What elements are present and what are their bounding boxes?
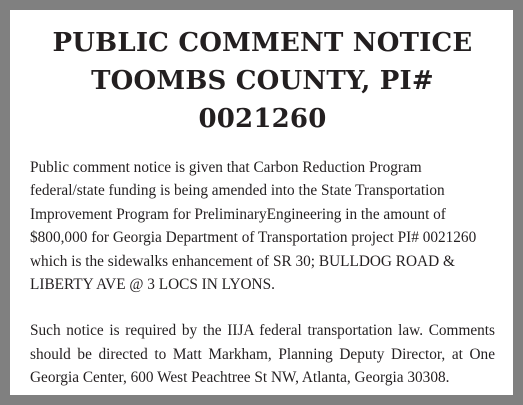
- notice-paragraph-contact: Such notice is required by the IIJA federal transportation law. Comments should be directed to Matt Markham, Planning Deputy Director, at One Georgia Center, 600 West Peachtree St NW, Atlanta, Georgia 30308.: [30, 322, 495, 387]
- notice-title-line-1: PUBLIC COMMENT NOTICE: [52, 28, 473, 58]
- notice-title-line-2: TOOMBS COUNTY, PI# 0021260: [91, 66, 434, 134]
- notice-paragraph-funding: Public comment notice is given that Carbon Reduction Program federal/state funding is being amended into the State Transportation Improvement Program for PreliminaryEngineering in the amount of $800,000 for Georgia Department of Transportation project PI# 0021260 which is the sidewalks enhancement of SR 30; BULLDOG ROAD & LIBERTY AVE @ 3 LOCS IN LYONS.: [30, 159, 477, 294]
